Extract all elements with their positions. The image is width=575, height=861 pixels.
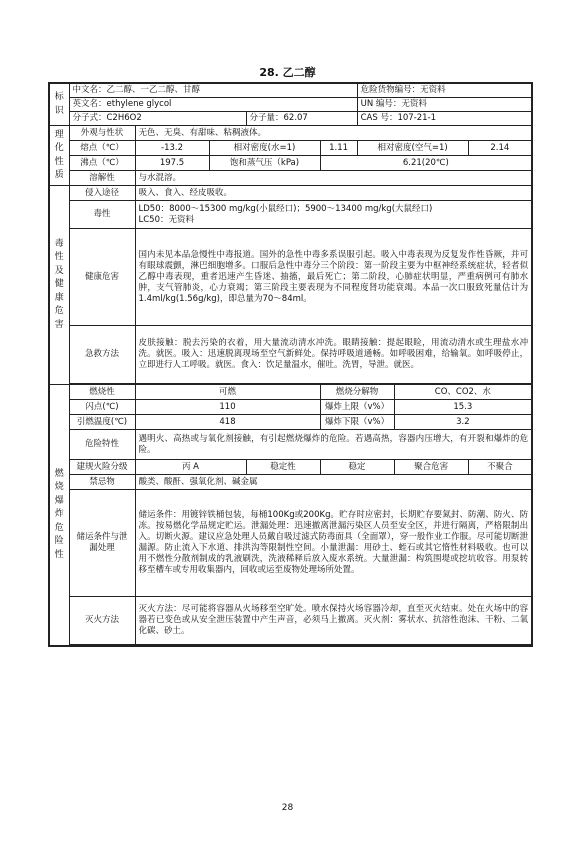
upper-explosive-limit-label: 爆炸上限（v%） bbox=[320, 400, 394, 415]
page-number: 28 bbox=[281, 803, 294, 813]
lower-explosive-limit-value: 3.2 bbox=[394, 415, 532, 430]
molecular-weight: 分子量：62.07 bbox=[246, 112, 357, 126]
section-fire-explosion: 燃 烧 爆 炸 危 险 性 bbox=[49, 385, 69, 647]
relative-density-water-value: 1.11 bbox=[320, 141, 357, 156]
stability-label: 稳定性 bbox=[246, 460, 320, 475]
health-hazard-label: 健康危害 bbox=[69, 229, 135, 326]
decomposition-value: CO、CO2、水 bbox=[394, 385, 532, 400]
incompatible-materials-label: 禁忌物 bbox=[69, 475, 135, 490]
storage-leak-value: 储运条件：用镀锌铁桶包装，每桶100Kg或200Kg。贮存时应密封，长期贮存要氮封、防潮、防火、防冻。按易燃化学品规定贮运。泄漏处理：迅速撤离泄漏污染区人员至安全区，并进行隔离，严格限制出入。切断火源。建议应急处理人员戴自吸过滤式防毒面具（全面罩），穿一般作业工作服。尽可能切断泄漏源。防止流入下水道、排洪沟等限制性空间。小量泄漏：用砂土、蛭石或其它惰性材料吸收。也可以用不燃性分散剂制成的乳液刷洗，洗液稀释后放入废水系统。大量泄漏：构筑围堤或挖坑收容。用泵转移至槽车或专用收集器内，回收或运至废物处理场所处置。 bbox=[135, 490, 532, 597]
relative-density-air-label: 相对密度(空气=1) bbox=[357, 141, 468, 156]
flammability-value: 可燃 bbox=[135, 385, 320, 400]
molecular-formula: 分子式：C2H6O2 bbox=[69, 112, 246, 126]
polymerization-hazard-value: 不聚合 bbox=[468, 460, 532, 475]
melting-point-value: -13.2 bbox=[135, 141, 209, 156]
fire-class-value: 丙 A bbox=[135, 460, 246, 475]
un-number: UN 编号：无资料 bbox=[357, 98, 532, 112]
decomposition-label: 燃烧分解物 bbox=[320, 385, 394, 400]
boiling-point-label: 沸点（℃） bbox=[69, 156, 135, 171]
ignition-temperature-value: 418 bbox=[135, 415, 320, 430]
chinese-name: 中文名：乙二醇、一乙二醇、甘醇 bbox=[69, 83, 357, 98]
exposure-route-label: 侵入途径 bbox=[69, 186, 135, 201]
stability-value: 稳定 bbox=[320, 460, 394, 475]
flammability-label: 燃烧性 bbox=[69, 385, 135, 400]
solubility-label: 溶解性 bbox=[69, 171, 135, 186]
msds-table bbox=[48, 82, 533, 647]
health-hazard-value: 国内未见本品急慢性中毒报道。国外的急性中毒多系误服引起。吸入中毒表现为反复发作性昏厥，并可有眼球震颤，淋巴细胞增多。口服后急性中毒分三个阶段：第一阶段主要为中枢神经系统症状，轻者似乙醇中毒表现，重者迅速产生昏迷、抽搐，最后死亡；第二阶段，心肺症状明显，严重病例可有肺水肿，支气管肺炎，心力衰竭；第三阶段主要表现为不同程度肾功能衰竭。本品一次口服致死量估计为1.4ml/kg(1.56g/kg)，即总量为70～84ml。 bbox=[135, 229, 532, 326]
exposure-route-value: 吸入、食入、经皮吸收。 bbox=[135, 186, 532, 201]
section-toxicity-health: 毒 性 及 健 康 危 害 bbox=[49, 186, 69, 385]
appearance-value: 无色、无臭、有甜味、粘稠液体。 bbox=[135, 126, 532, 141]
lower-explosive-limit-label: 爆炸下限（v%） bbox=[320, 415, 394, 430]
boiling-point-value: 197.5 bbox=[135, 156, 209, 171]
upper-explosive-limit-value: 15.3 bbox=[394, 400, 532, 415]
incompatible-materials-value: 酸类、酸酐、强氧化剂、碱金属 bbox=[135, 475, 532, 490]
extinguishing-method-value: 灭火方法：尽可能将容器从火场移至空旷处。喷水保持火场容器冷却，直至灭火结束。处在火场中的容器若已变色或从安全泄压装置中产生声音，必须马上撤离。灭火剂：雾状水、抗溶性泡沫、干粉、二氧化碳、砂土。 bbox=[135, 597, 532, 645]
polymerization-hazard-label: 聚合危害 bbox=[394, 460, 468, 475]
ld50-value: LD50：8000～15300 mg/kg(小鼠经口)；5900～13400 mg/kg(大鼠经口) bbox=[138, 203, 433, 214]
toxicity-value bbox=[135, 201, 532, 229]
solubility-value: 与水混溶。 bbox=[135, 171, 532, 186]
hazard-characteristics-value: 遇明火、高热或与氧化剂接触，有引起燃烧爆炸的危险。若遇高热，容器内压增大，有开裂和爆炸的危险。 bbox=[135, 430, 532, 460]
hazard-goods-number: 危险货物编号：无资料 bbox=[357, 83, 532, 98]
fire-class-label: 建规火险分级 bbox=[69, 460, 135, 475]
toxicity-label: 毒性 bbox=[69, 201, 135, 229]
appearance-label: 外观与性状 bbox=[69, 126, 135, 141]
section-identification: 标 识 bbox=[49, 83, 69, 126]
english-name: 英文名：ethylene glycol bbox=[69, 98, 357, 112]
vapor-pressure-value: 6.21(20℃) bbox=[320, 156, 532, 171]
first-aid-label: 急救方法 bbox=[69, 326, 135, 384]
extinguishing-method-label: 灭火方法 bbox=[69, 597, 135, 645]
melting-point-label: 熔点（℃） bbox=[69, 141, 135, 156]
hazard-characteristics-label: 危险特性 bbox=[69, 430, 135, 460]
first-aid-value: 皮肤接触：脱去污染的衣着，用大量流动清水冲洗。眼睛接触：提起眼睑，用流动清水或生理盐水冲洗。就医。吸入：迅速脱离现场至空气新鲜处。保持呼吸道通畅。如呼吸困难，给输氧。如呼吸停止，立即进行人工呼吸。就医。食入：饮足量温水，催吐。洗胃，导泄。就医。 bbox=[135, 326, 532, 384]
section-physical-chemical: 理 化 性 质 bbox=[49, 126, 69, 186]
relative-density-water-label: 相对密度(水=1) bbox=[209, 141, 320, 156]
storage-leak-label: 储运条件与泄漏处理 bbox=[69, 490, 135, 597]
cas-number: CAS 号：107-21-1 bbox=[357, 112, 532, 126]
relative-density-air-value: 2.14 bbox=[468, 141, 532, 156]
vapor-pressure-label: 饱和蒸气压（kPa) bbox=[209, 156, 320, 171]
ignition-temperature-label: 引燃温度(℃) bbox=[69, 415, 135, 430]
flash-point-label: 闪点(℃) bbox=[69, 400, 135, 415]
flash-point-value: 110 bbox=[135, 400, 320, 415]
page-title: 28. 乙二醇 bbox=[259, 66, 316, 79]
lc50-value: LC50：无资料 bbox=[138, 214, 194, 225]
